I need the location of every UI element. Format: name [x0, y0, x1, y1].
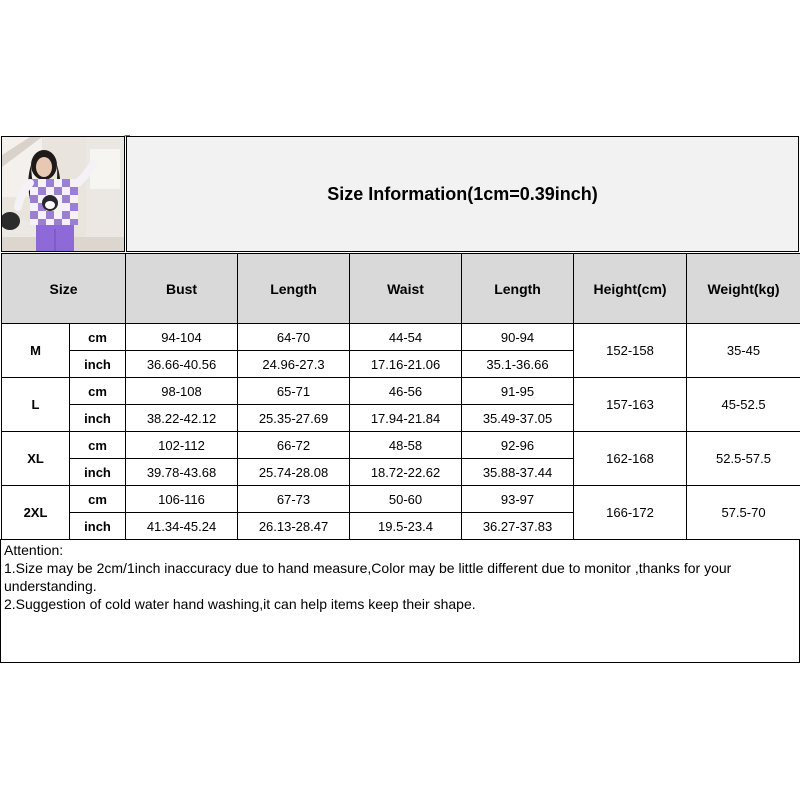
weight-value: 52.5-57.5 — [687, 432, 800, 486]
unit-label: cm — [70, 324, 126, 351]
bust-value: 38.22-42.12 — [126, 405, 238, 432]
length-value: 66-72 — [238, 432, 350, 459]
length-value: 25.35-27.69 — [238, 405, 350, 432]
length-value: 26.13-28.47 — [238, 513, 350, 540]
waist-value: 17.94-21.84 — [350, 405, 462, 432]
bust-value: 36.66-40.56 — [126, 351, 238, 378]
unit-label: inch — [70, 513, 126, 540]
col-size: Size — [2, 254, 126, 324]
pants-length-value: 91-95 — [462, 378, 574, 405]
attention-heading: Attention: — [4, 542, 64, 558]
length-value: 25.74-28.08 — [238, 459, 350, 486]
attention-note-2: 2.Suggestion of cold water hand washing,it can help items keep their shape. — [4, 596, 476, 612]
waist-value: 18.72-22.62 — [350, 459, 462, 486]
length-value: 64-70 — [238, 324, 350, 351]
bust-value: 94-104 — [126, 324, 238, 351]
table-row — [2, 324, 800, 351]
bust-value: 106-116 — [126, 486, 238, 513]
size-label: 2XL — [2, 486, 70, 540]
table-row — [2, 378, 800, 405]
pants-length-value: 93-97 — [462, 486, 574, 513]
length-value: 24.96-27.3 — [238, 351, 350, 378]
height-value: 157-163 — [574, 378, 687, 432]
pants-length-value: 35.49-37.05 — [462, 405, 574, 432]
waist-value: 17.16-21.06 — [350, 351, 462, 378]
col-length: Length — [238, 254, 350, 324]
bust-value: 41.34-45.24 — [126, 513, 238, 540]
table-row — [2, 486, 800, 513]
length-value: 67-73 — [238, 486, 350, 513]
attention-notes — [0, 539, 800, 663]
waist-value: 46-56 — [350, 378, 462, 405]
waist-value: 48-58 — [350, 432, 462, 459]
table-row — [2, 432, 800, 459]
size-label: XL — [2, 432, 70, 486]
bust-value: 98-108 — [126, 378, 238, 405]
height-value: 152-158 — [574, 324, 687, 378]
waist-value: 50-60 — [350, 486, 462, 513]
height-value: 162-168 — [574, 432, 687, 486]
weight-value: 45-52.5 — [687, 378, 800, 432]
size-label: L — [2, 378, 70, 432]
waist-value: 19.5-23.4 — [350, 513, 462, 540]
height-value: 166-172 — [574, 486, 687, 540]
unit-label: cm — [70, 378, 126, 405]
weight-value: 57.5-70 — [687, 486, 800, 540]
unit-label: cm — [70, 432, 126, 459]
attention-note-1: 1.Size may be 2cm/1inch inaccuracy due to hand measure,Color may be little different due to monitor ,thanks for your understanding. — [4, 560, 732, 594]
col-pants-length: Length — [462, 254, 574, 324]
chart-title: Size Information(1cm=0.39inch) — [126, 136, 799, 252]
size-table — [1, 253, 800, 540]
col-height: Height(cm) — [574, 254, 687, 324]
col-bust: Bust — [126, 254, 238, 324]
waist-value: 44-54 — [350, 324, 462, 351]
bust-value: 102-112 — [126, 432, 238, 459]
length-value: 65-71 — [238, 378, 350, 405]
unit-label: cm — [70, 486, 126, 513]
unit-label: inch — [70, 459, 126, 486]
pants-length-value: 90-94 — [462, 324, 574, 351]
col-waist: Waist — [350, 254, 462, 324]
bust-value: 39.78-43.68 — [126, 459, 238, 486]
unit-label: inch — [70, 405, 126, 432]
pants-length-value: 35.1-36.66 — [462, 351, 574, 378]
header-row — [2, 254, 800, 324]
size-label: M — [2, 324, 70, 378]
product-photo-illustration — [2, 137, 124, 251]
pants-length-value: 92-96 — [462, 432, 574, 459]
unit-label: inch — [70, 351, 126, 378]
col-weight: Weight(kg) — [687, 254, 800, 324]
weight-value: 35-45 — [687, 324, 800, 378]
pants-length-value: 35.88-37.44 — [462, 459, 574, 486]
size-chart-sheet — [0, 135, 800, 665]
product-photo — [1, 136, 125, 252]
pants-length-value: 36.27-37.83 — [462, 513, 574, 540]
